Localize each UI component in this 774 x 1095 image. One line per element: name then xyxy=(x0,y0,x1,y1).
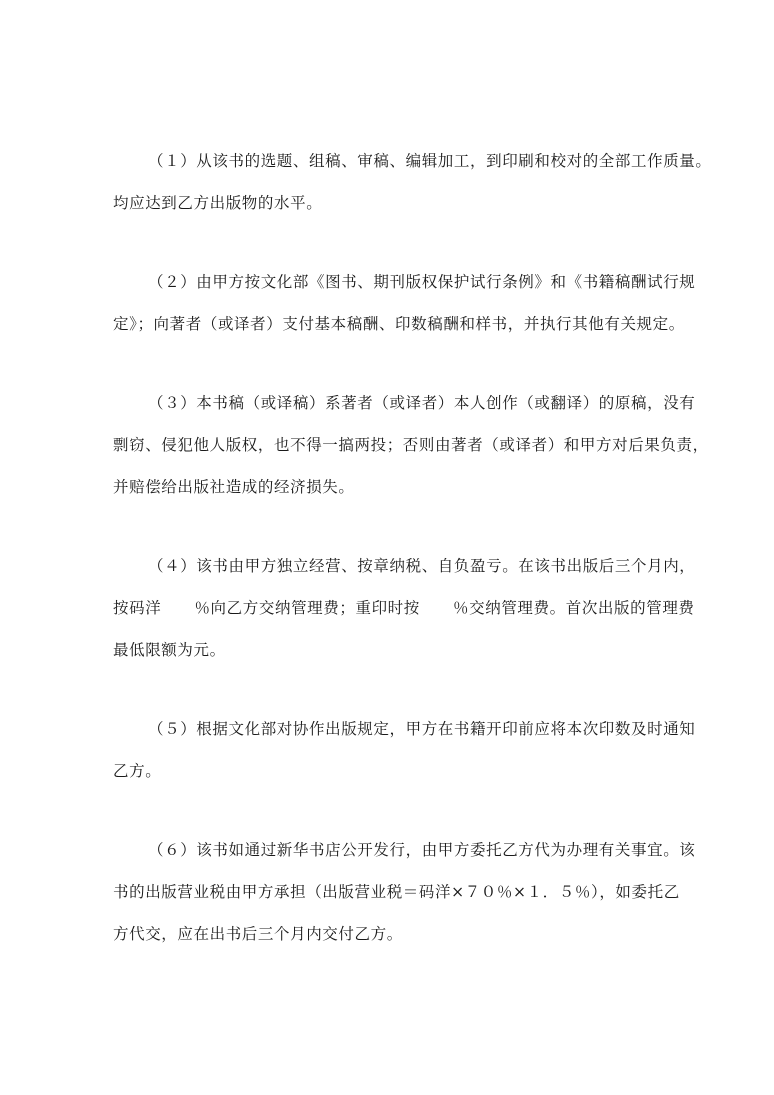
clause-2-line-1: （２）由甲方按文化部《图书、期刊版权保护试行条例》和《书籍稿酬试行规 xyxy=(148,273,696,291)
clause-6-line-3: 方代交，应在出书后三个月内交付乙方。 xyxy=(113,925,403,943)
clause-6 xyxy=(113,829,696,955)
clause-3-line-2: 剽窃、侵犯他人版权，也不得一搞两投；否则由著者（或译者）和甲方对后果负责， xyxy=(113,436,709,454)
clause-3 xyxy=(113,382,709,508)
clause-6-line-1: （６）该书如通过新华书店公开发行，由甲方委托乙方代为办理有关事宜。该 xyxy=(148,841,696,859)
clause-4-line-3: 最低限额为元。 xyxy=(113,641,226,659)
clause-1-line-2: 均应达到乙方出版物的水平。 xyxy=(113,194,323,212)
clause-4-line-1: （４）该书由甲方独立经营、按章纳税、自负盈亏。在该书出版后三个月内， xyxy=(148,557,696,575)
clause-4 xyxy=(113,545,696,671)
clause-4-line-2: 按码洋 ％向乙方交纳管理费；重印时按 ％交纳管理费。首次出版的管理费 xyxy=(113,599,695,617)
clause-3-line-1: （３）本书稿（或译稿）系著者（或译者）本人创作（或翻译）的原稿，没有 xyxy=(148,394,696,412)
clause-5 xyxy=(113,708,696,792)
clause-5-line-1: （５）根据文化部对协作出版规定，甲方在书籍开印前应将本次印数及时通知 xyxy=(148,720,696,738)
clause-1-line-1: （１）从该书的选题、组稿、审稿、编辑加工，到印刷和校对的全部工作质量。 xyxy=(148,152,712,170)
clause-1 xyxy=(113,140,712,224)
clause-2 xyxy=(113,261,696,345)
clause-2-line-2: 定》；向著者（或译者）支付基本稿酬、印数稿酬和样书，并执行其他有关规定。 xyxy=(113,315,685,333)
clause-6-line-2: 书的出版营业税由甲方承担（出版营业税＝码洋×７０％×１．５％），如委托乙 xyxy=(113,883,680,901)
clause-3-line-3: 并赔偿给出版社造成的经济损失。 xyxy=(113,478,355,496)
clause-5-line-2: 乙方。 xyxy=(113,762,162,780)
